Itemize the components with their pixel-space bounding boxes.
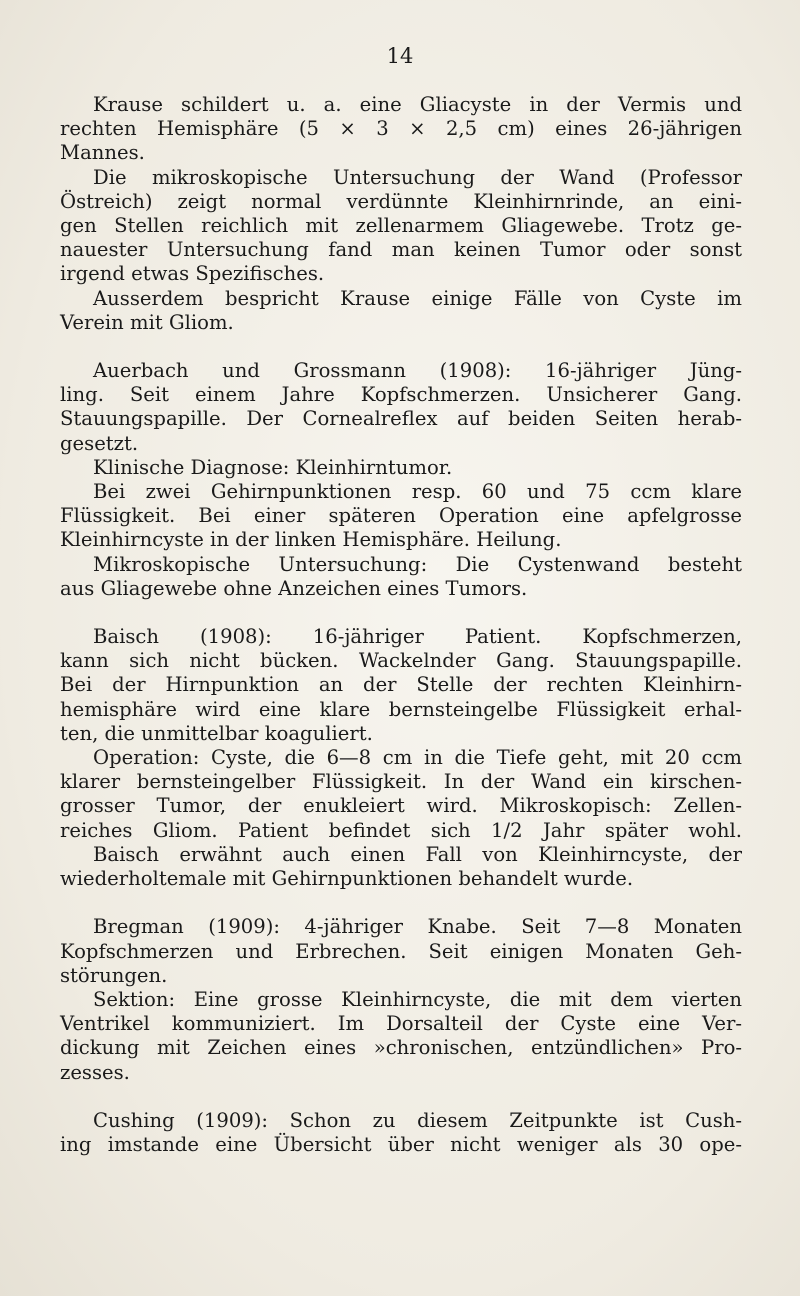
paragraph-cushing: [60, 1109, 742, 1157]
text-line: Stauungspapille. Der Cornealreflex auf beiden Seiten herab-: [60, 407, 742, 431]
text-line: Krause schildert u. a. eine Gliacyste in der Vermis und: [93, 93, 742, 116]
text-line: klarer bernsteingelber Flüssigkeit. In der Wand ein kirschen-: [60, 770, 742, 794]
text-line: Bregman (1909): 4-jähriger Knabe. Seit 7—8 Monaten: [93, 915, 742, 939]
page-body: [60, 93, 742, 1157]
text-line: Cushing (1909): Schon zu diesem Zeitpunkte ist Cush-: [93, 1108, 742, 1132]
text-line: wiederholtemale mit Gehirnpunktionen behandelt wurde.: [60, 867, 634, 891]
text-line: Bei zwei Gehirnpunktionen resp. 60 und 75 ccm klare: [93, 480, 742, 504]
paragraph-ausserdem: [60, 287, 742, 335]
paragraph-operation: [60, 746, 742, 843]
text-line: Mikroskopische Untersuchung: Die Cystenwand besteht: [93, 552, 742, 576]
paragraph-mikroskopische-untersuchung: [60, 166, 742, 287]
text-line: Bei der Hirnpunktion an der Stelle der rechten Kleinhirn-: [60, 673, 742, 697]
section-gap: [60, 1085, 742, 1109]
text-line: grosser Tumor, der enukleiert wird. Mikroskopisch: Zellen-: [60, 794, 742, 818]
text-line: Baisch (1908): 16-jähriger Patient. Kopfschmerzen,: [93, 625, 742, 649]
text-line: Mannes.: [60, 141, 145, 165]
text-line: störungen.: [60, 963, 168, 987]
text-line: Flüssigkeit. Bei einer späteren Operation eine apfelgrosse: [60, 504, 742, 528]
text-line: Die mikroskopische Untersuchung der Wand (Professor: [93, 165, 742, 189]
text-line: reiches Gliom. Patient befindet sich 1/2 Jahr später wohl.: [60, 818, 742, 842]
text-line: nauester Untersuchung fand man keinen Tumor oder sonst: [60, 238, 742, 262]
text-line: Östreich) zeigt normal verdünnte Kleinhirnrinde, an eini-: [60, 189, 742, 213]
paragraph-mikroskopische-untersuchung-2: [60, 553, 742, 601]
paragraph-sektion: [60, 988, 742, 1085]
text-line: gen Stellen reichlich mit zellenarmem Gliagewebe. Trotz ge-: [60, 214, 742, 238]
paragraph-gehirnpunktionen: [60, 480, 742, 553]
text-line: gesetzt.: [60, 431, 139, 455]
text-line: Sektion: Eine grosse Kleinhirncyste, die mit dem vierten: [93, 987, 742, 1011]
text-line: Kopfschmerzen und Erbrechen. Seit einigen Monaten Geh-: [60, 939, 742, 963]
text-line: zesses.: [60, 1060, 130, 1084]
text-line: Auerbach und Grossmann (1908): 16-jähriger Jüng-: [93, 359, 742, 383]
text-line: Kleinhirncyste in der linken Hemisphäre. Heilung.: [60, 528, 562, 552]
text-line: aus Gliagewebe ohne Anzeichen eines Tumors.: [60, 576, 528, 600]
text-line: Klinische Diagnose: Kleinhirntumor.: [93, 455, 453, 479]
paragraph-krause: [60, 93, 742, 166]
text-line: kann sich nicht bücken. Wackelnder Gang. Stauungspapille.: [60, 649, 742, 673]
paragraph-klinische-diagnose: [60, 456, 742, 480]
text-line: Ventrikel kommuniziert. Im Dorsalteil der Cyste eine Ver-: [60, 1012, 742, 1036]
text-line: ten, die unmittelbar koaguliert.: [60, 721, 373, 745]
text-line: Baisch erwähnt auch einen Fall von Kleinhirncyste, der: [93, 842, 742, 866]
text-line: Verein mit Gliom.: [60, 310, 234, 334]
page-number: 14: [386, 44, 414, 68]
section-gap: [60, 335, 742, 359]
text-line: ing imstande eine Übersicht über nicht weniger als 30 ope-: [60, 1132, 742, 1156]
section-gap: [60, 601, 742, 625]
text-line: ling. Seit einem Jahre Kopfschmerzen. Unsicherer Gang.: [60, 383, 742, 407]
paragraph-baisch-erwaehnt: [60, 843, 742, 891]
text-line: hemisphäre wird eine klare bernsteingelbe Flüssigkeit erhal-: [60, 697, 742, 721]
text-line: Operation: Cyste, die 6—8 cm in die Tiefe geht, mit 20 ccm: [93, 746, 742, 770]
text-line: Ausserdem bespricht Krause einige Fälle von Cyste im: [93, 286, 742, 310]
paragraph-baisch: [60, 625, 742, 746]
text-line: irgend etwas Spezifisches.: [60, 262, 325, 286]
text-line: rechten Hemisphäre (5 × 3 × 2,5 cm) eines 26-jährigen: [60, 117, 742, 141]
text-line: dickung mit Zeichen eines »chronischen, entzündlichen» Pro-: [60, 1036, 742, 1060]
section-gap: [60, 891, 742, 915]
paragraph-auerbach-grossmann: [60, 359, 742, 456]
paragraph-bregman: [60, 915, 742, 988]
